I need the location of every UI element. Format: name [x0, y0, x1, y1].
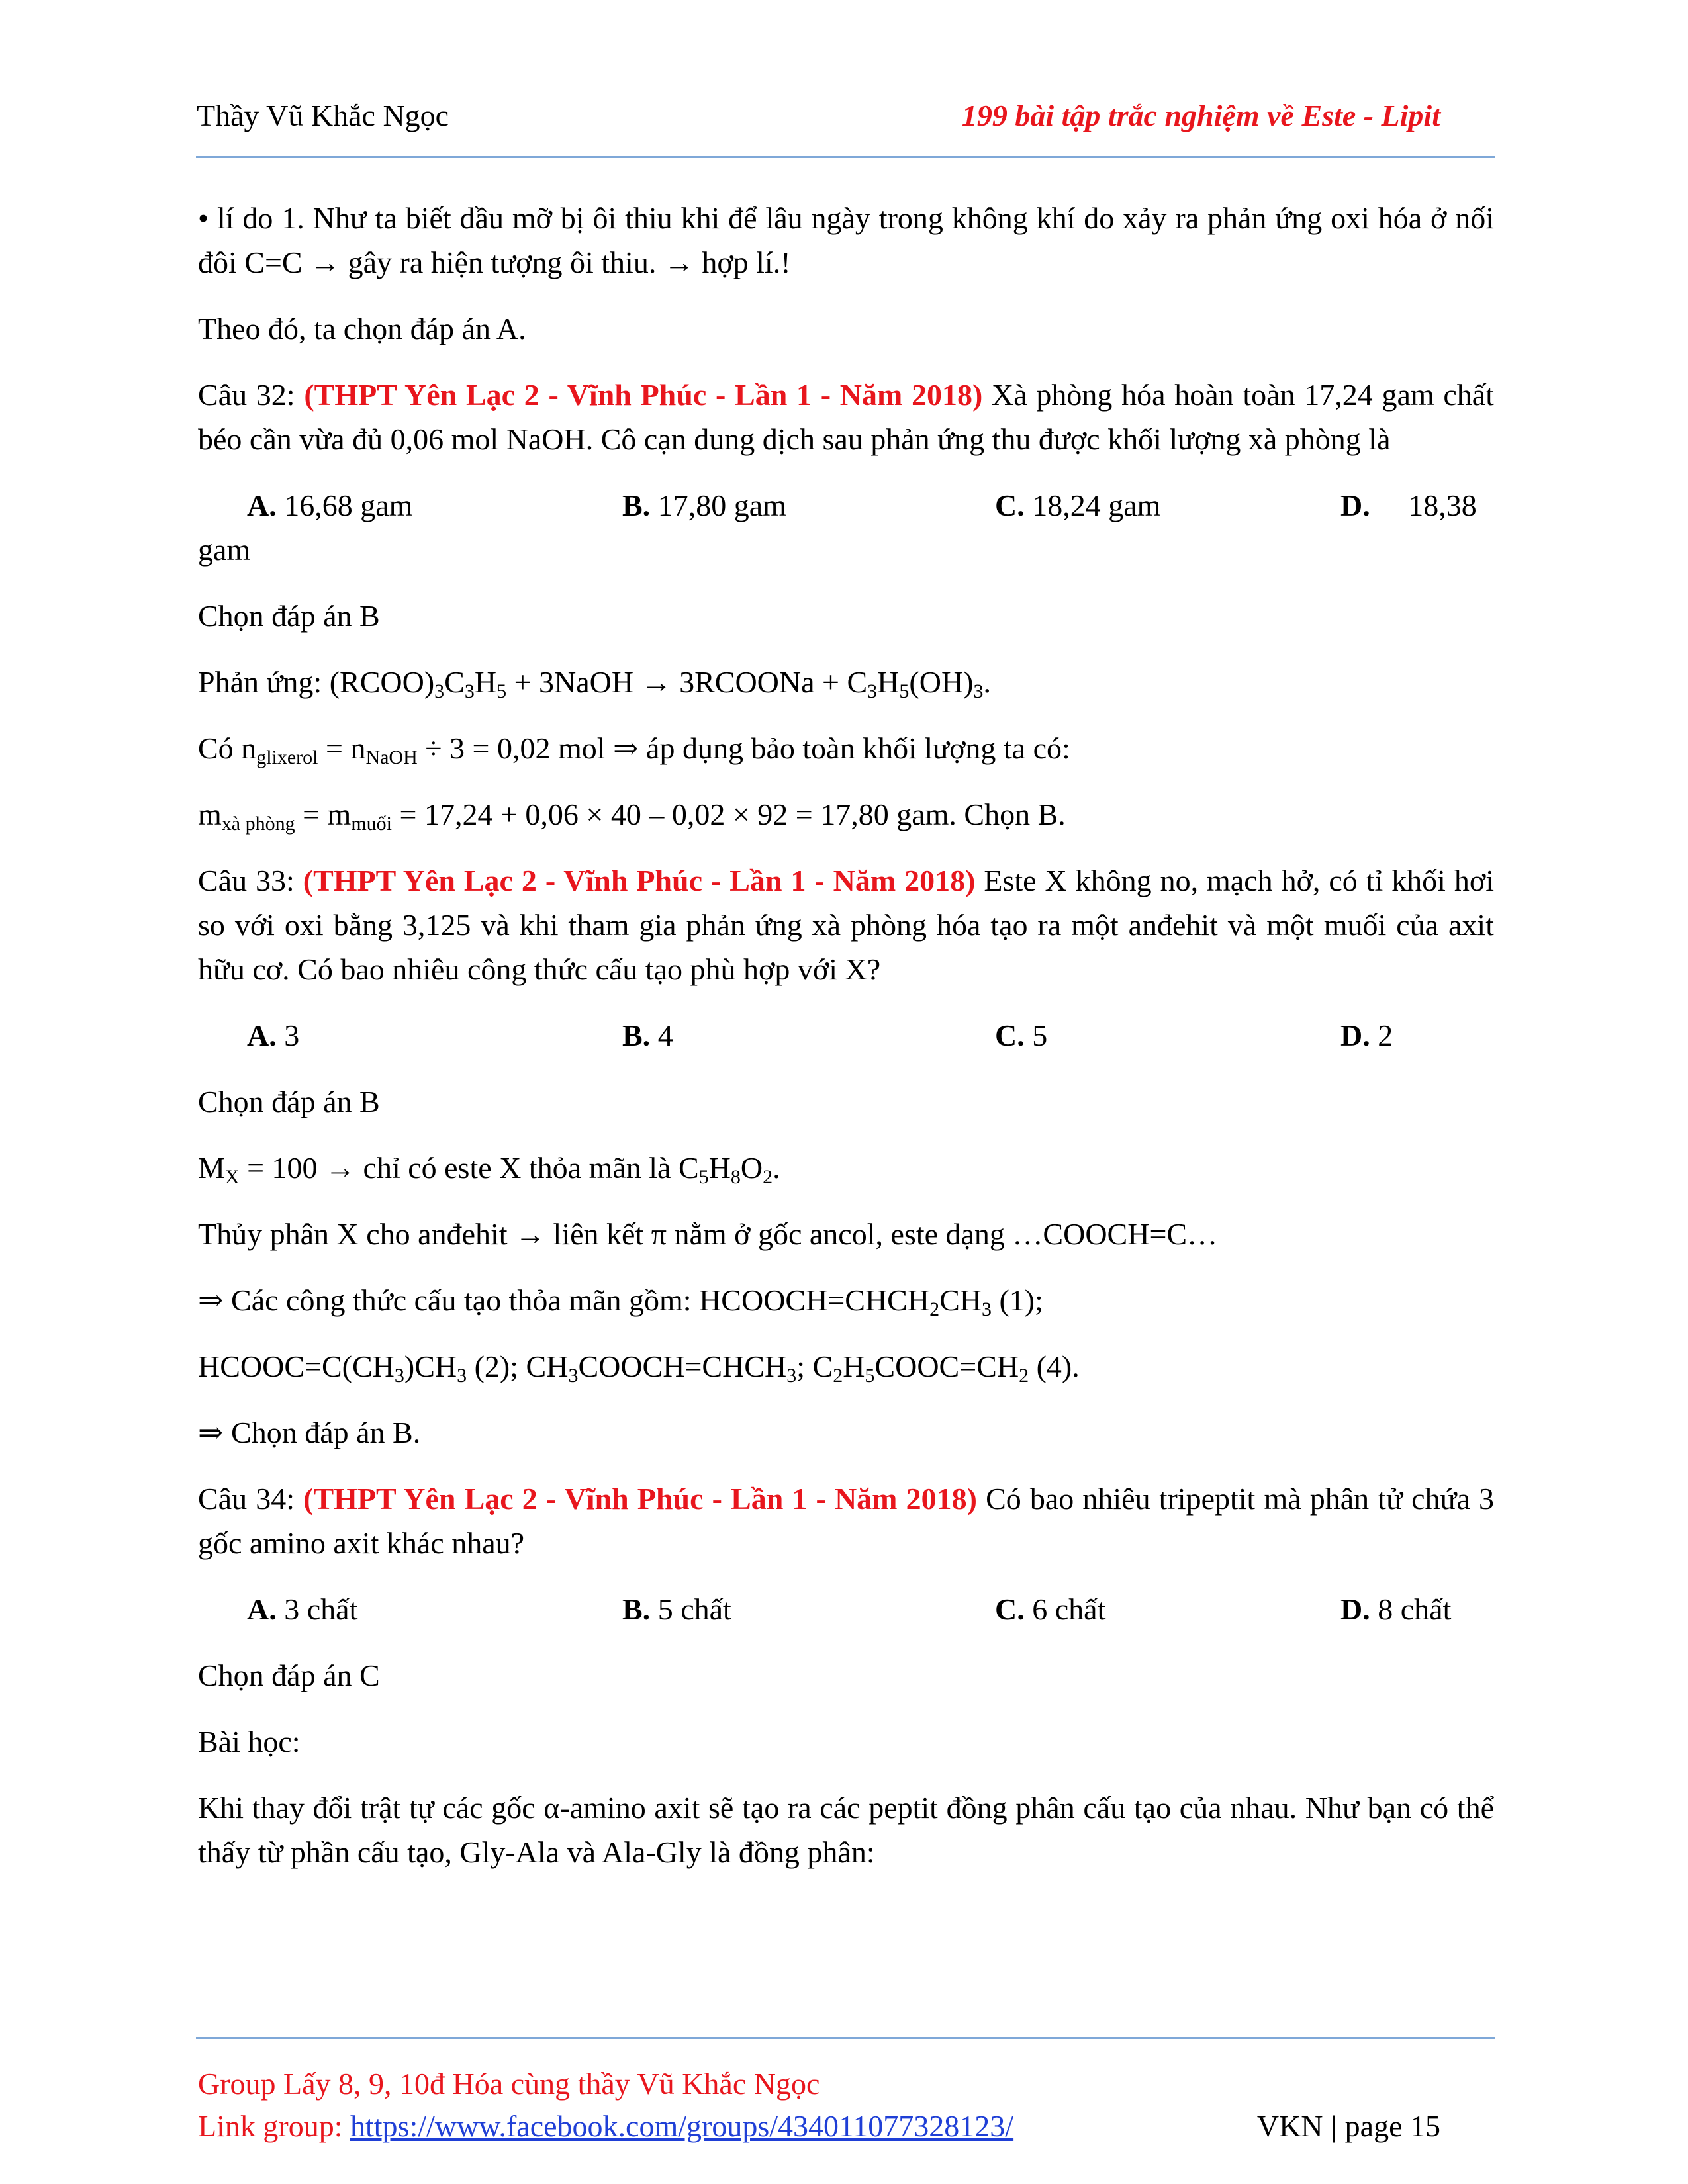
footer-group: Group Lấy 8, 9, 10đ Hóa cùng thầy Vũ Khắc Ngọc: [198, 2067, 820, 2101]
option-c: C. 5: [995, 1019, 1048, 1052]
page-number: page 15: [1344, 2109, 1440, 2143]
question-text: Có bao nhiêu tripeptit mà phân tử chứa 3 gốc amino axit khác nhau?: [198, 1482, 1495, 1560]
question-text: Xà phòng hóa hoàn toàn 17,24 gam chất béo cần vừa đủ 0,06 mol NaOH. Cô cạn dung dịch sau phản ứng thu được khối lượng xà phòng là: [198, 378, 1495, 456]
option-c: C. 6 chất: [995, 1592, 1106, 1626]
group-link[interactable]: https://www.facebook.com/groups/434011077328123/: [350, 2109, 1014, 2143]
lesson-heading: Bài học:: [198, 1725, 301, 1758]
footer-link-line: [198, 2109, 1013, 2144]
answer-34: Chọn đáp án C: [198, 1659, 380, 1692]
footer-brand: VKN: [1256, 2109, 1323, 2143]
question-source: (THPT Yên Lạc 2 - Vĩnh Phúc - Lần 1 - Năm 2018): [303, 1482, 977, 1516]
options-33: [198, 1013, 1494, 1058]
question-label: Câu 33:: [198, 864, 295, 897]
page-content: [198, 196, 1494, 1896]
header-title: 199 bài tập trắc nghiệm về Este - Lipit: [961, 99, 1440, 132]
option-d: D. 18,38: [1340, 488, 1477, 522]
option-d-wrap: gam: [198, 533, 251, 567]
option-d: D. 8 chất: [1340, 1592, 1452, 1626]
footer-link-label: Link group:: [198, 2109, 350, 2143]
option-b: B. 17,80 gam: [622, 488, 786, 522]
question-text: Este X không no, mạch hở, có tỉ khối hơi so với oxi bằng 3,125 và khi tham gia phản ứng xà phòng hóa tạo ra một anđehit và một muối của axit hữu cơ. Có bao nhiêu công thức cấu tạo phù hợp với X?: [198, 864, 1494, 986]
header-rule: [196, 156, 1495, 158]
formulas-33-line2: $HCOOC=C(CH_3)CH_3$ (2); $CH_3COOCH=CHCH_3$; $C_2H_5COOC=CH_2$ (4).: [198, 1349, 1080, 1387]
mass-calc-32: $m_{xà phòng} = m_{muối} = 17,24 + 0,06 \times 40 - 0,02 \times 92 = 17,80$ gam. Chọn B.: [198, 797, 1066, 835]
lesson-text: Khi thay đổi trật tự các gốc α-amino axit sẽ tạo ra các peptit đồng phân cấu tạo của nhau. Như bạn có thể thấy từ phần cấu tạo, Gly-Ala và Ala-Gly là đồng phân:: [198, 1791, 1494, 1869]
reaction-32: Phản ứng: $(RCOO)_3C_3H_5$ + 3NaOH → 3RCOONa + $C_3H_5(OH)_3$.: [198, 665, 991, 702]
question-source: (THPT Yên Lạc 2 - Vĩnh Phúc - Lần 1 - Năm 2018): [303, 864, 976, 897]
question-source: (THPT Yên Lạc 2 - Vĩnh Phúc - Lần 1 - Năm 2018): [304, 378, 983, 412]
options-34: [198, 1587, 1494, 1631]
final-33: ⇒ Chọn đáp án B.: [198, 1416, 421, 1449]
intro-reason: • lí do 1. Như ta biết dầu mỡ bị ôi thiu khi để lâu ngày trong không khí do xảy ra phản ứng oxi hóa ở nối đôi C=C → gây ra hiện tượng ôi thiu. → hợp lí.!: [198, 201, 1494, 279]
formulas-33-line1: ⇒ Các công thức cấu tạo thỏa mãn gồm: $HCOOCH=CHCH_2CH_3$ (1);: [198, 1283, 1043, 1320]
question-33: [198, 858, 1494, 991]
question-34: [198, 1477, 1494, 1565]
mole-calc-32: Có $n_{glixerol} = n_{NaOH} \div 3 = 0,02$ mol ⇒ áp dụng bảo toàn khối lượng ta có:: [198, 731, 1070, 768]
header-author: Thầy Vũ Khắc Ngọc: [197, 99, 449, 132]
answer-33: Chọn đáp án B: [198, 1085, 380, 1118]
option-a: A. 3 chất: [247, 1592, 358, 1626]
question-label: Câu 34:: [198, 1482, 295, 1516]
hydrolysis-33: Thủy phân X cho anđehit → liên kết π nằm ở gốc ancol, este dạng …COOCH=C…: [198, 1217, 1218, 1251]
option-a: A. 3: [247, 1019, 300, 1052]
question-label: Câu 32:: [198, 378, 295, 412]
option-b: B. 5 chất: [622, 1592, 731, 1626]
option-d: D. 2: [1340, 1019, 1393, 1052]
footer-rule: [196, 2037, 1495, 2039]
footer-page: VKN | page 15: [1256, 2109, 1440, 2143]
option-a: A. 16,68 gam: [247, 488, 413, 522]
intro-conclusion: Theo đó, ta chọn đáp án A.: [198, 312, 526, 345]
molar-mass-33: $M_X = 100$ → chỉ có este X thỏa mãn là $C_5H_8O_2$.: [198, 1151, 780, 1188]
question-32: [198, 373, 1494, 461]
answer-32: Chọn đáp án B: [198, 599, 380, 633]
options-32: [198, 483, 1494, 527]
option-b: B. 4: [622, 1019, 673, 1052]
option-c: C. 18,24 gam: [995, 488, 1161, 522]
